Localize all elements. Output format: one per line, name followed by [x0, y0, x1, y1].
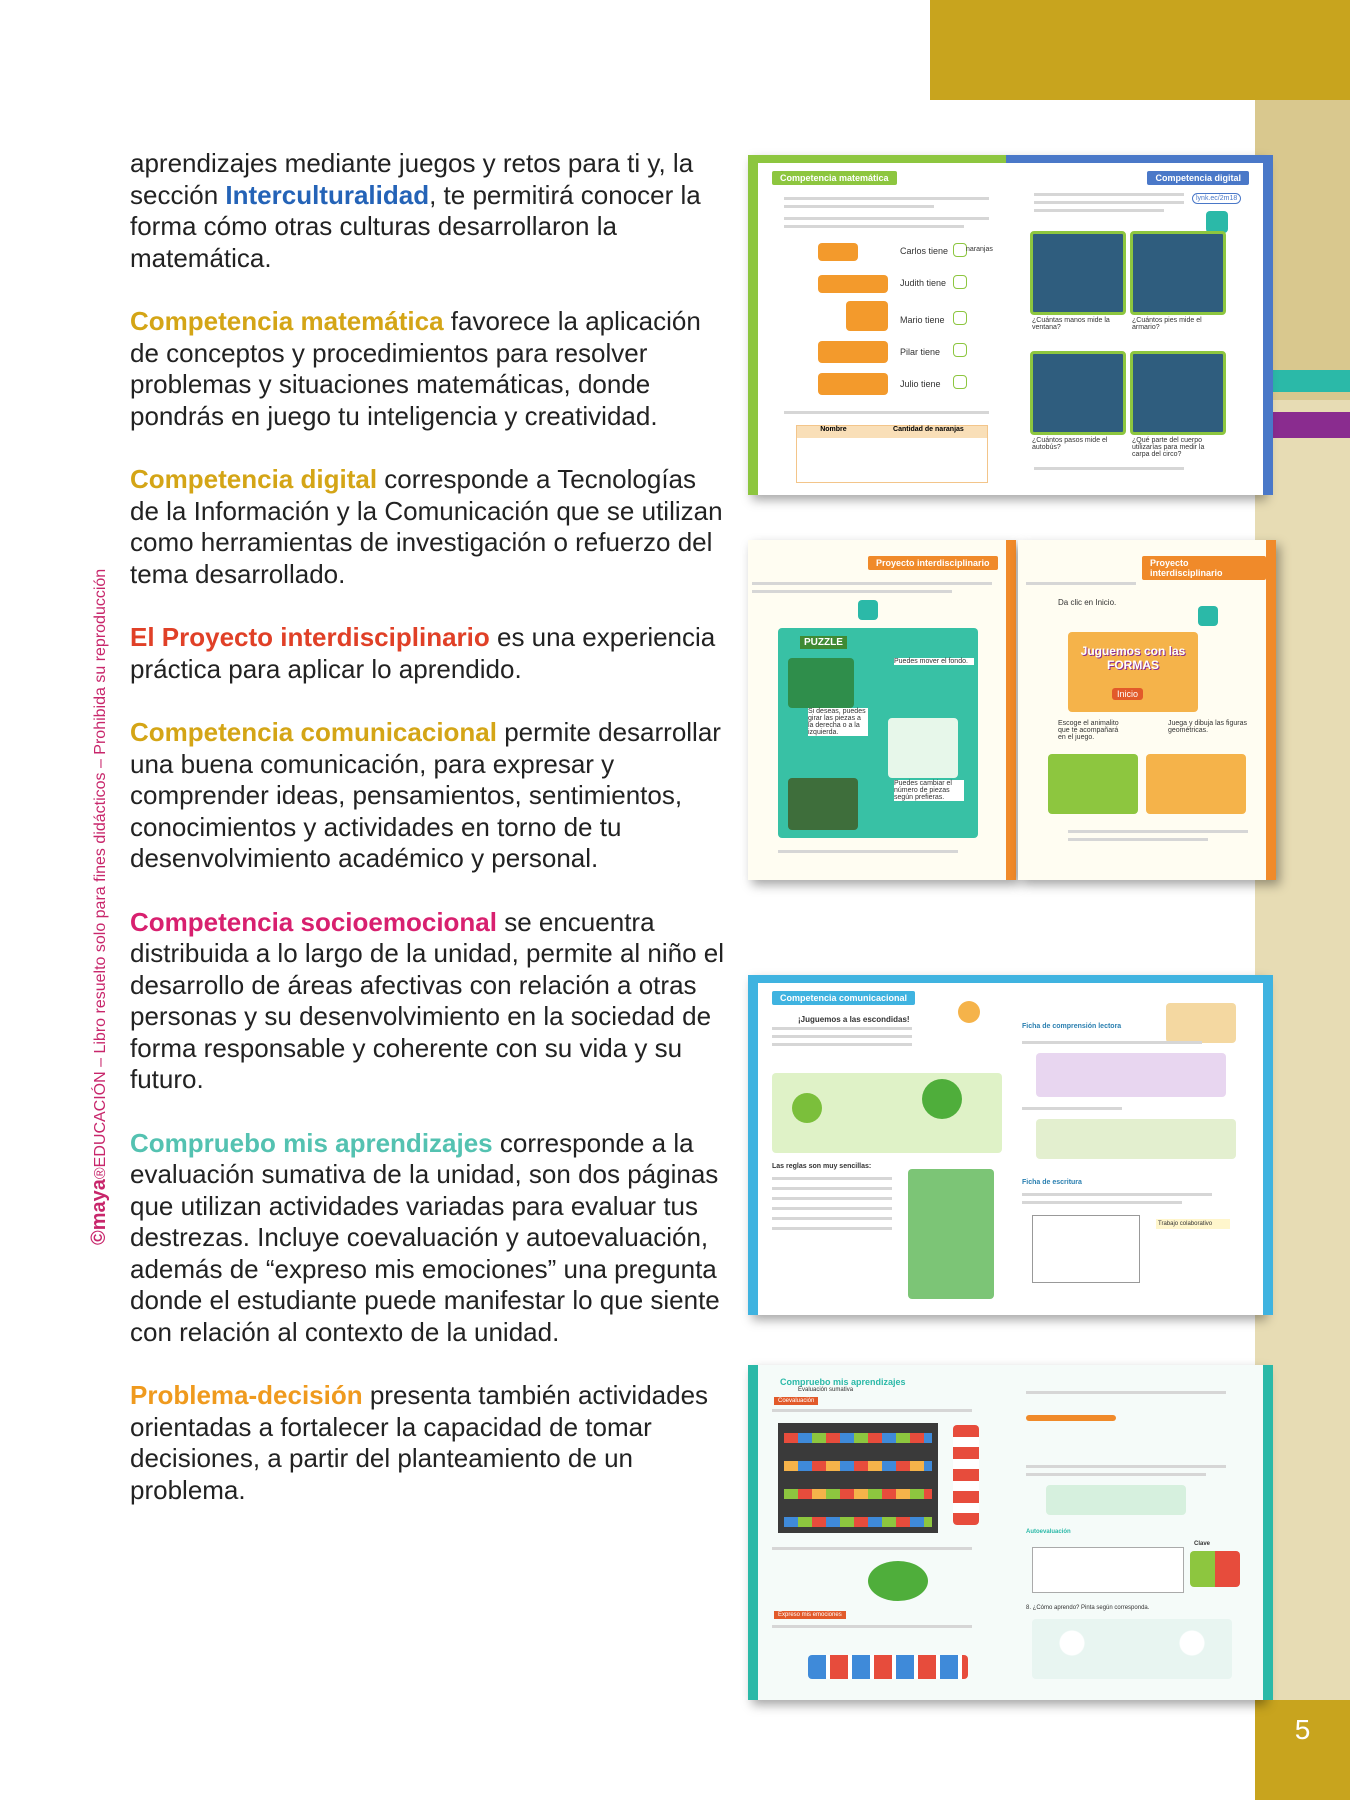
question-label: ¿Cuántos pasos mide el autobús?	[1032, 437, 1108, 451]
start-button: Inicio	[1112, 688, 1143, 700]
thumbnail-page-right	[1018, 540, 1266, 880]
animals-hiding-illustration	[1036, 1119, 1236, 1159]
keyword-competencia-digital: Competencia digital	[130, 464, 378, 494]
table-header: Cantidad de naranjas	[893, 426, 964, 433]
paragraph-proyecto-interdisciplinario	[130, 622, 730, 685]
paragraph-text: corresponde a la evaluación sumativa de la unidad, son dos páginas que utilizan actividades variadas para evaluar tus destrezas. Incluye coevaluación y autoevaluación, además de “expreso mis emociones” una pregunta donde el estudiante puede manifestar lo que siente con relación al contexto de la unidad.	[130, 1127, 720, 1347]
animal-picker-screen	[1048, 754, 1138, 814]
option-rows	[1036, 1053, 1226, 1097]
game-title: Juguemos con las FORMAS	[1080, 644, 1186, 672]
keyword-competencia-socioemocional: Competencia socioemocional	[130, 906, 497, 937]
decor-white-notch	[935, 100, 1255, 140]
key-title: Clave	[1194, 1541, 1211, 1547]
name-label: Judith tiene	[900, 278, 947, 288]
orange-basket-icon	[818, 243, 858, 261]
learning-bubbles	[1032, 1619, 1232, 1679]
worksheet-title: Ficha de escritura	[1022, 1179, 1082, 1186]
keyword-compruebo-mis-aprendizajes: Compruebo mis aprendizajes	[130, 1127, 493, 1158]
link-badge: lynk.ec/2m18	[1192, 193, 1241, 204]
paragraph-competencia-socioemocional	[130, 907, 730, 1096]
name-label: Carlos tiene	[900, 246, 949, 256]
park-illustration	[772, 1073, 1002, 1153]
paragraph-competencia-matematica	[130, 306, 730, 432]
orange-basket-icon	[818, 341, 888, 363]
paragraph-text: , te permitirá conocer la forma cómo otras culturas desarrollaron la matemática.	[130, 179, 701, 273]
kids-illustration	[1166, 1003, 1236, 1043]
step-text: Escoge el animalito que te acompañará en el juego.	[1058, 720, 1119, 741]
paragraph-text: es una experiencia práctica para aplicar lo aprendido.	[130, 622, 716, 684]
thumbnail-spread-compruebo	[748, 1365, 1263, 1700]
keyword-interculturalidad: Interculturalidad	[225, 179, 430, 210]
paragraph-interculturalidad	[130, 148, 730, 274]
digital-image-circus	[1130, 351, 1226, 435]
question-label: 8. ¿Cómo aprendo? Pinta según corresponda.	[1026, 1605, 1150, 1611]
section-tag: Autoevaluación	[1026, 1529, 1071, 1535]
car-icon	[953, 1425, 979, 1525]
thumbnail-page-right	[1006, 155, 1273, 495]
step-text: Juega y dibuja las figuras geométricas.	[1168, 720, 1247, 734]
question-label: ¿Cuántas manos mide la ventana?	[1032, 317, 1110, 331]
unit-label: naranjas	[966, 246, 993, 253]
orange-basket-icon	[846, 301, 888, 331]
thumbnail-page-left	[748, 975, 1016, 1315]
question-label: ¿Qué parte del cuerpo utilizarías para medir la carpa del circo?	[1132, 437, 1205, 458]
keyword-competencia-comunicacional: Competencia comunicacional	[130, 717, 497, 747]
paragraph-compruebo-mis-aprendizajes	[130, 1128, 730, 1349]
step-text: Da clic en Inicio.	[1058, 598, 1117, 607]
tic-robot-icon	[1198, 606, 1218, 626]
copyright-side-text	[88, 569, 111, 1245]
orange-table	[796, 425, 988, 483]
car-rows-illustration	[778, 1423, 938, 1533]
paragraph-text: permite desarrollar una buena comunicación, para expresar y comprender ideas, pensamientos, sentimientos, conocimientos y actividades en torno de tu desenvolvimiento académico y personal.	[130, 717, 721, 873]
thumbnail-page-left	[748, 540, 1006, 880]
name-label: Pilar tiene	[900, 347, 941, 357]
child-icon	[958, 1001, 980, 1023]
thumbnail-title: Proyecto interdisciplinario	[1142, 556, 1266, 580]
thumbnail-title: Compruebo mis aprendizajes	[780, 1377, 906, 1387]
puzzle-title: PUZZLE	[800, 636, 847, 649]
digital-image-window	[1030, 231, 1126, 315]
number-line	[1026, 1415, 1116, 1421]
matching-illustration	[1046, 1485, 1186, 1515]
thumbnail-spread-matematica-digital	[748, 155, 1263, 495]
thumbnail-page-right	[1006, 1365, 1273, 1700]
thumbnail-title: Competencia matemática	[772, 171, 897, 185]
side-box-title: Trabajo colaborativo	[1156, 1219, 1230, 1229]
paragraph-text: presenta también actividades orientadas a fortalecer la capacidad de tomar decisiones, a partir del planteamiento de un problema.	[130, 1380, 709, 1505]
digital-image-bus	[1030, 351, 1126, 435]
keyword-proyecto-interdisciplinario: El Proyecto interdisciplinario	[130, 622, 490, 652]
page-number: 5	[1294, 1714, 1311, 1745]
paragraph-text: favorece la aplicación de conceptos y procedimientos para resolver problemas y situaciones matemáticas, donde pondrás en juego tu inteligencia y creatividad.	[130, 306, 701, 431]
paragraph-competencia-comunicacional	[130, 717, 730, 875]
paragraph-text: aprendizajes mediante juegos y retos para ti y, la sección	[130, 148, 694, 210]
text-column	[130, 148, 730, 1538]
thumbnail-title: Proyecto interdisciplinario	[868, 556, 998, 570]
thumbnail-page-left	[748, 155, 1016, 495]
question-label: ¿Cuántos pies mide el armario?	[1132, 317, 1202, 331]
orange-basket-icon	[818, 275, 888, 293]
thumbnail-title: Competencia comunicacional	[772, 991, 915, 1005]
paragraph-text: corresponde a Tecnologías de la Información y la Comunicación que se utilizan como herramientas de investigación o refuerzo del tema desarrollado.	[130, 464, 723, 589]
thumbnail-spread-proyecto-right	[1018, 540, 1276, 880]
paragraph-text: se encuentra distribuida a lo largo de la unidad, permite al niño el desarrollo de áreas afectivas con relación a otras personas y su desenvolvimiento en la sociedad de forma responsable y coherente con su vida y su futuro.	[130, 906, 725, 1094]
thumbnail-title: Competencia digital	[1147, 171, 1249, 185]
step-text: Puedes mover el fondo.	[894, 658, 974, 665]
paragraph-competencia-digital	[130, 464, 730, 590]
step-text: Puedes cambiar el número de piezas según prefieras.	[894, 780, 964, 801]
thumbnail-page-right	[1006, 975, 1273, 1315]
table-header: Nombre	[820, 426, 847, 433]
thumbnail-page-left	[748, 1365, 1016, 1700]
drawing-box	[1032, 1215, 1140, 1283]
child-counting-illustration	[908, 1169, 994, 1299]
section-tag: Expreso mis emociones	[774, 1611, 846, 1619]
orange-basket-icon	[818, 373, 888, 395]
step-text: Si deseas, puedes girar las piezas a la derecha o a la izquierda.	[808, 708, 868, 736]
drawing-screen	[1146, 754, 1246, 814]
tree-icon	[922, 1079, 962, 1119]
digital-image-wardrobe	[1130, 231, 1226, 315]
self-eval-table	[1032, 1547, 1184, 1593]
formas-game-screen	[1068, 632, 1198, 712]
keyword-competencia-matematica: Competencia matemática	[130, 306, 444, 336]
story-title: ¡Juguemos a las escondidas!	[798, 1015, 910, 1024]
tree-icon	[792, 1093, 822, 1123]
rules-title: Las reglas son muy sencillas:	[772, 1163, 872, 1170]
brand-logo-text: ©maya	[88, 1179, 110, 1245]
worksheet-title: Ficha de comprensión lectora	[1022, 1023, 1122, 1030]
copyright-notice: ®EDUCACIÓN – Libro resuelto solo para fines didácticos – Prohibida su reproducción	[92, 568, 109, 1180]
insects-illustration	[868, 1561, 928, 1601]
key-swatches	[1190, 1551, 1240, 1587]
tic-robot-icon	[1206, 211, 1228, 233]
keyword-problema-decision: Problema-decisión	[130, 1380, 363, 1410]
thumbnail-spread-proyecto	[748, 540, 1016, 880]
train-icon	[808, 1655, 968, 1679]
subtitle: Evaluación sumativa	[798, 1387, 854, 1393]
section-tag: Coevaluación	[774, 1397, 818, 1405]
name-label: Julio tiene	[900, 379, 941, 389]
paragraph-problema-decision	[130, 1380, 730, 1506]
tic-robot-icon	[858, 600, 878, 620]
name-label: Mario tiene	[900, 315, 945, 325]
thumbnail-spread-comunicacional	[748, 975, 1263, 1315]
decor-gold-block-top	[930, 0, 1350, 100]
